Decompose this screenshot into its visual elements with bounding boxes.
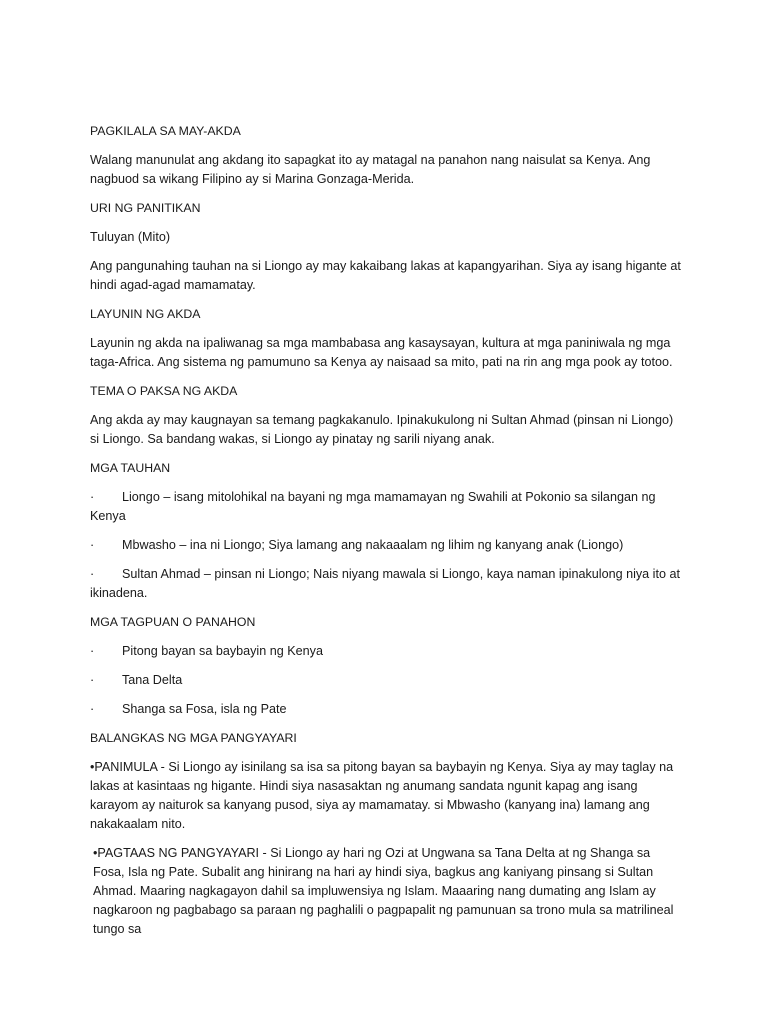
list-item-text: Mbwasho – ina ni Liongo; Siya lamang ang nakaaalam ng lihim ng kanyang anak (Liongo) (122, 538, 624, 552)
bullet-mark: · (90, 538, 95, 552)
list-item (90, 536, 682, 555)
paragraph: Ang pangunahing tauhan na si Liongo ay may kakaibang lakas at kapangyarihan. Siya ay isang higante at hindi agad-agad mamamatay. (90, 259, 681, 292)
list-item (90, 671, 682, 690)
bullet-mark: · (90, 702, 95, 716)
paragraph: Walang manunulat ang akdang ito sapagkat ito ay matagal na panahon nang naisulat sa Kenya. Ang nagbuod sa wikang Filipino ay si Marina Gonzaga-Merida. (90, 153, 651, 186)
list-item-text: Pitong bayan sa baybayin ng Kenya (122, 644, 323, 658)
list-item (90, 700, 682, 719)
section-heading: TEMA O PAKSA NG AKDA (90, 384, 238, 398)
section-heading: MGA TAGPUAN O PANAHON (90, 615, 256, 629)
list-item (90, 488, 682, 526)
list-item-text: Tana Delta (122, 673, 183, 687)
list-item-text: Shanga sa Fosa, isla ng Pate (122, 702, 287, 716)
section-heading: MGA TAUHAN (90, 461, 171, 475)
section-heading: PAGKILALA SA MAY-AKDA (90, 124, 241, 138)
document-page (90, 122, 682, 949)
list-item-text: Liongo – isang mitolohikal na bayani ng mga mamamayan ng Swahili at Pokonio sa silangan ng Kenya (90, 490, 656, 523)
section-heading: LAYUNIN NG AKDA (90, 307, 201, 321)
paragraph: Layunin ng akda na ipaliwanag sa mga mambabasa ang kasaysayan, kultura at mga paniniwala ng mga taga-Africa. Ang sistema ng pamumuno sa Kenya ay naisaad sa mito, pati na rin ang mga pook ay totoo. (90, 336, 673, 369)
paragraph-panimula: •PANIMULA - Si Liongo ay isinilang sa isa sa pitong bayan sa baybayin ng Kenya. Siya ay may taglay na lakas at kasintaas ng higante. Hindi siya nasasaktan ng anumang sandata ngunit kapag ang isang karayom ay naiturok sa kanyang pusod, siya ay mamamatay. si Mbwasho (kanyang ina) lamang ang nakakaalam nito. (90, 760, 674, 831)
paragraph: Tuluyan (Mito) (90, 230, 171, 244)
section-heading: URI NG PANITIKAN (90, 201, 201, 215)
section-heading: BALANGKAS NG MGA PANGYAYARI (90, 731, 297, 745)
list-item-text: Sultan Ahmad – pinsan ni Liongo; Nais niyang mawala si Liongo, kaya naman ipinakulong niya ito at ikinadena. (90, 567, 680, 600)
paragraph-pagtaas: •PAGTAAS NG PANGYAYARI - Si Liongo ay hari ng Ozi at Ungwana sa Tana Delta at ng Shanga sa Fosa, Isla ng Pate. Subalit ang hinirang na hari ay hindi siya, bagkus ang kaniyang pinsang si Sultan Ahmad. Maaring nagkagayon dahil sa impluwensiya ng Islam. Maaaring nang dumating ang Islam ay nagkaroon ng pagbabago sa paraan ng paghalili o pagpapalit ng pamunuan sa trono mula sa matrilineal tungo sa (93, 846, 674, 936)
list-item (90, 565, 682, 603)
bullet-mark: · (90, 567, 95, 581)
list-item (90, 642, 682, 661)
bullet-mark: · (90, 644, 95, 658)
paragraph: Ang akda ay may kaugnayan sa temang pagkakanulo. Ipinakukulong ni Sultan Ahmad (pinsan ni Liongo) si Liongo. Sa bandang wakas, si Liongo ay pinatay ng sarili niyang anak. (90, 413, 674, 446)
bullet-mark: · (90, 673, 95, 687)
bullet-mark: · (90, 490, 95, 504)
